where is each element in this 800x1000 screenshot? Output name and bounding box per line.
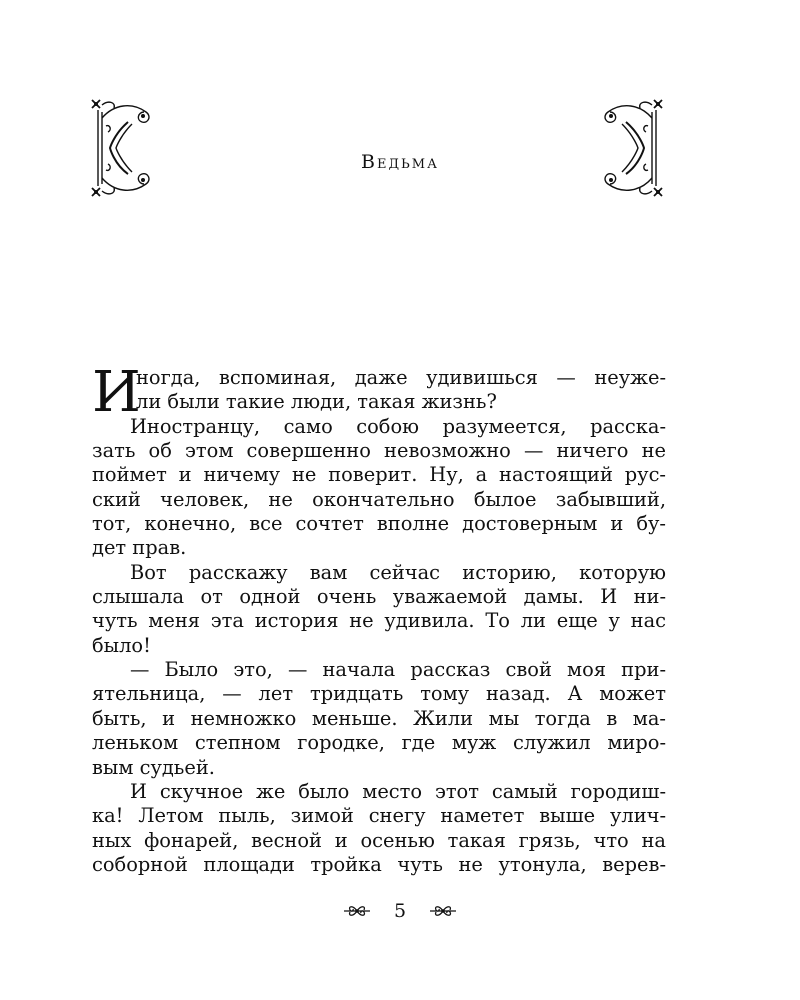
body-text xyxy=(92,360,666,877)
text-line: вым судьей. xyxy=(92,755,215,779)
text-line: соборной площади тройка чуть не утонула, верев- xyxy=(92,852,666,876)
text-line: ли были такие люди, такая жизнь? xyxy=(136,390,497,414)
text-line: леньком степном городке, где муж служил миро- xyxy=(92,731,666,755)
chapter-title: Ведьма xyxy=(361,150,439,173)
text-line: — Было это, — начала рассказ свой моя при- xyxy=(130,658,666,682)
drop-cap: И xyxy=(92,360,141,425)
page-footer xyxy=(0,900,800,922)
corner-ornament-right-icon xyxy=(592,96,666,200)
text-line: было! xyxy=(92,633,151,657)
text-line: Вот расскажу вам сейчас историю, которую xyxy=(130,560,666,584)
text-line: чуть меня эта история не удивила. То ли еще у нас xyxy=(92,609,666,633)
text-line: ятельница, — лет тридцать тому назад. А может xyxy=(92,682,666,706)
text-line: зать об этом совершенно невозможно — ничего не xyxy=(92,439,666,463)
page-number: 5 xyxy=(393,900,407,922)
corner-ornament-left-icon xyxy=(88,96,162,200)
flourish-right-icon xyxy=(428,903,458,919)
text-line: И скучное же было место этот самый городиш- xyxy=(130,779,666,803)
text-line: Иностранцу, само собою разумеется, расска- xyxy=(130,414,666,438)
text-line: поймет и ничему не поверит. Ну, а настоящий рус- xyxy=(92,463,666,487)
text-line: ногда, вспоминая, даже удивишься — неуже- xyxy=(136,366,666,389)
text-line: дет прав. xyxy=(92,536,187,560)
text-line: ка! Летом пыль, зимой снегу наметет выше улич- xyxy=(92,804,666,828)
text-line: тот, конечно, все сочтет вполне достоверным и бу- xyxy=(92,512,666,536)
text-line: ных фонарей, весной и осенью такая грязь, что на xyxy=(92,828,666,852)
text-line: слышала от одной очень уважаемой дамы. И ни- xyxy=(92,585,666,609)
text-line: быть, и немножко меньше. Жили мы тогда в ма- xyxy=(92,706,666,730)
text-line: ский человек, не окончательно былое забывший, xyxy=(92,487,666,511)
flourish-left-icon xyxy=(342,903,372,919)
